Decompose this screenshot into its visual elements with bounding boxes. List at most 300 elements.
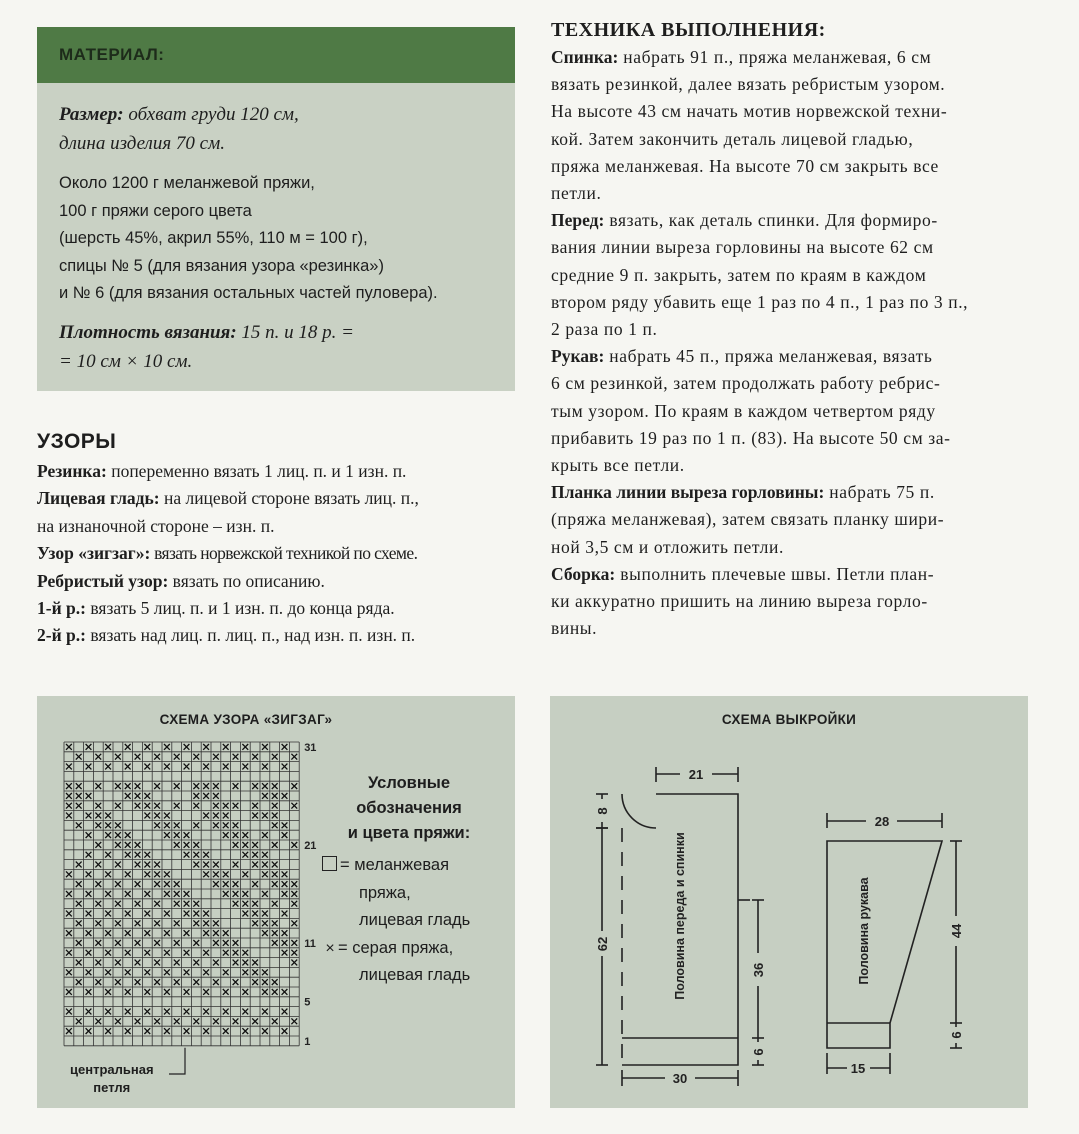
grey-stitch-cross bbox=[144, 969, 150, 975]
technique-line bbox=[551, 452, 1031, 479]
grey-stitch-cross bbox=[66, 764, 72, 770]
grey-stitch-cross bbox=[105, 1009, 111, 1015]
pattern-line bbox=[37, 458, 522, 485]
technique-line bbox=[551, 343, 1031, 370]
grey-stitch-cross bbox=[282, 950, 288, 956]
grey-stitch-cross bbox=[164, 989, 170, 995]
grey-stitch-cross bbox=[174, 1018, 180, 1024]
grey-stitch-cross bbox=[282, 1028, 288, 1034]
grey-stitch-cross bbox=[144, 950, 150, 956]
grey-stitch-cross bbox=[144, 793, 150, 799]
technique-line bbox=[551, 398, 1031, 425]
grey-stitch-cross bbox=[66, 783, 72, 789]
grey-stitch-cross bbox=[95, 822, 101, 828]
grey-stitch-cross bbox=[203, 950, 209, 956]
grey-stitch-cross bbox=[203, 911, 209, 917]
grey-stitch-cross bbox=[66, 871, 72, 877]
grey-stitch-cross bbox=[105, 911, 111, 917]
grey-stitch-cross bbox=[262, 930, 268, 936]
grey-stitch-cross bbox=[125, 911, 131, 917]
grey-stitch-cross bbox=[144, 744, 150, 750]
grey-stitch-cross bbox=[135, 960, 141, 966]
legend-grey bbox=[322, 935, 509, 963]
grey-stitch-cross bbox=[262, 920, 268, 926]
grey-stitch-cross bbox=[164, 744, 170, 750]
technique-text: тым узором. По краям в каждом четвертом ряду bbox=[551, 400, 936, 421]
grey-stitch-cross bbox=[233, 783, 239, 789]
grey-stitch-cross bbox=[164, 764, 170, 770]
grey-stitch-cross bbox=[262, 979, 268, 985]
grey-stitch-cross bbox=[282, 891, 288, 897]
technique-line bbox=[551, 506, 1031, 533]
dim-15: 15 bbox=[850, 1061, 866, 1076]
grey-stitch-cross bbox=[262, 744, 268, 750]
pattern-label: Лицевая гладь: bbox=[37, 488, 160, 509]
grey-stitch-cross bbox=[115, 862, 121, 868]
grey-stitch-cross bbox=[154, 1018, 160, 1024]
row-number-label: 1 bbox=[304, 1035, 311, 1048]
row-number-label: 21 bbox=[304, 839, 317, 852]
grey-stitch-cross bbox=[144, 871, 150, 877]
density-text-1: 15 п. и 18 р. = bbox=[236, 322, 354, 343]
technique-line bbox=[551, 588, 1031, 615]
grey-stitch-cross bbox=[105, 930, 111, 936]
grey-stitch-cross bbox=[272, 979, 278, 985]
grey-stitch-cross bbox=[233, 979, 239, 985]
grey-stitch-cross bbox=[233, 950, 239, 956]
grey-stitch-cross bbox=[203, 793, 209, 799]
size-text-2: длина изделия 70 см. bbox=[59, 133, 225, 154]
grey-stitch-cross bbox=[164, 813, 170, 819]
grey-stitch-cross bbox=[184, 1028, 190, 1034]
grey-stitch-cross bbox=[154, 783, 160, 789]
grey-stitch-cross bbox=[105, 871, 111, 877]
grey-stitch-cross bbox=[223, 930, 229, 936]
grey-stitch-cross bbox=[115, 940, 121, 946]
legend-text: пряжа, bbox=[359, 883, 411, 902]
grey-stitch-cross bbox=[125, 891, 131, 897]
row-number-label: 5 bbox=[304, 996, 311, 1009]
grey-stitch-cross bbox=[252, 852, 258, 858]
grey-stitch-cross bbox=[193, 979, 199, 985]
grey-stitch-cross bbox=[282, 1009, 288, 1015]
grey-stitch-cross bbox=[86, 1009, 92, 1015]
grey-stitch-cross bbox=[184, 1009, 190, 1015]
grey-stitch-cross bbox=[233, 881, 239, 887]
grey-stitch-cross bbox=[105, 989, 111, 995]
pattern-line bbox=[37, 568, 522, 595]
technique-line bbox=[551, 615, 1031, 642]
grey-stitch-cross bbox=[95, 783, 101, 789]
legend bbox=[309, 771, 509, 990]
grey-stitch-cross bbox=[272, 803, 278, 809]
grey-stitch-cross bbox=[86, 852, 92, 858]
grey-stitch-cross bbox=[144, 911, 150, 917]
technique-text: вязать, как деталь спинки. Для формиро- bbox=[604, 210, 938, 231]
technique-line bbox=[551, 534, 1031, 561]
grey-stitch-cross bbox=[203, 862, 209, 868]
technique-lines bbox=[551, 44, 1031, 642]
size-text-1: обхват груди 120 см, bbox=[123, 104, 299, 125]
grey-stitch-cross bbox=[193, 940, 199, 946]
technique-text: пряжа меланжевая. На высоте 70 см закрыть все bbox=[551, 155, 939, 176]
grey-stitch-cross bbox=[95, 960, 101, 966]
grey-stitch-cross bbox=[76, 881, 82, 887]
grey-stitch-cross bbox=[242, 871, 248, 877]
grey-stitch-cross bbox=[262, 813, 268, 819]
legend-title-line: и цвета пряжи: bbox=[347, 824, 471, 842]
grey-stitch-cross bbox=[76, 754, 82, 760]
grey-stitch-cross bbox=[213, 940, 219, 946]
grey-stitch-cross bbox=[213, 979, 219, 985]
grey-stitch-cross bbox=[154, 754, 160, 760]
grey-stitch-cross bbox=[213, 930, 219, 936]
grey-stitch-cross bbox=[154, 862, 160, 868]
grey-stitch-cross bbox=[105, 813, 111, 819]
pattern-line bbox=[37, 513, 522, 540]
grey-stitch-cross bbox=[282, 832, 288, 838]
grey-stitch-cross bbox=[242, 901, 248, 907]
grey-stitch-cross bbox=[252, 969, 258, 975]
grey-stitch-cross bbox=[213, 783, 219, 789]
pattern-line bbox=[37, 540, 522, 567]
grey-stitch-cross bbox=[193, 862, 199, 868]
grey-stitch-cross bbox=[66, 930, 72, 936]
grey-stitch-cross bbox=[125, 950, 131, 956]
grey-stitch-cross bbox=[213, 754, 219, 760]
grey-stitch-cross bbox=[115, 920, 121, 926]
grey-stitch-cross bbox=[252, 783, 258, 789]
grey-stitch-cross bbox=[76, 1018, 82, 1024]
grey-stitch-cross bbox=[272, 940, 278, 946]
grey-stitch-cross bbox=[242, 842, 248, 848]
sleeve-piece-label: Половина рукава bbox=[857, 877, 871, 985]
pattern-text: вязать 5 лиц. п. и 1 изн. п. до конца ряда. bbox=[85, 598, 395, 619]
grey-stitch-cross bbox=[291, 920, 297, 926]
grey-stitch-cross bbox=[76, 862, 82, 868]
grey-stitch-cross bbox=[223, 950, 229, 956]
grey-stitch-cross bbox=[135, 940, 141, 946]
grey-stitch-cross bbox=[174, 754, 180, 760]
grey-stitch-cross bbox=[135, 793, 141, 799]
grey-stitch-cross bbox=[144, 1028, 150, 1034]
pattern-text: попеременно вязать 1 лиц. п. и 1 изн. п. bbox=[106, 461, 407, 481]
grey-stitch-cross bbox=[252, 920, 258, 926]
grey-stitch-cross bbox=[95, 920, 101, 926]
grey-stitch-cross bbox=[76, 783, 82, 789]
grey-stitch-cross bbox=[86, 832, 92, 838]
technique-text: кой. Затем закончить деталь лицевой гладью, bbox=[551, 128, 914, 149]
grey-stitch-cross bbox=[105, 764, 111, 770]
grey-stitch-cross bbox=[291, 940, 297, 946]
pattern-label: Ребристый узор: bbox=[37, 570, 169, 591]
pattern-label: Узор «зигзаг»: bbox=[37, 543, 151, 564]
technique-line bbox=[551, 71, 1031, 98]
grey-stitch-cross bbox=[76, 901, 82, 907]
material-line: спицы № 5 (для вязания узора «резинка») bbox=[59, 256, 384, 275]
technique-text: набрать 75 п. bbox=[824, 482, 935, 503]
grey-stitch-cross bbox=[203, 852, 209, 858]
grey-stitch-cross bbox=[115, 754, 121, 760]
grey-stitch-cross bbox=[184, 842, 190, 848]
grey-stitch-cross bbox=[144, 764, 150, 770]
grey-stitch-cross bbox=[223, 822, 229, 828]
grey-stitch-cross bbox=[184, 911, 190, 917]
grey-stitch-cross bbox=[135, 842, 141, 848]
grey-stitch-cross bbox=[242, 969, 248, 975]
grey-stitch-cross bbox=[291, 901, 297, 907]
grey-stitch-cross bbox=[193, 960, 199, 966]
pattern-line bbox=[37, 595, 522, 622]
grey-stitch-cross bbox=[272, 1018, 278, 1024]
grey-stitch-cross bbox=[242, 911, 248, 917]
grey-stitch-cross bbox=[223, 989, 229, 995]
technique-line bbox=[551, 180, 1031, 207]
grey-stitch-cross bbox=[135, 852, 141, 858]
technique-text: вания линии выреза горловины на высоте 62 см bbox=[551, 237, 934, 258]
grey-stitch-cross bbox=[223, 813, 229, 819]
grey-stitch-cross bbox=[95, 754, 101, 760]
technique-text: 2 раза по 1 п. bbox=[551, 319, 658, 340]
grey-stitch-cross bbox=[272, 813, 278, 819]
grey-stitch-cross bbox=[262, 1009, 268, 1015]
grey-stitch-cross bbox=[125, 793, 131, 799]
grey-stitch-cross bbox=[105, 744, 111, 750]
grey-stitch-cross bbox=[174, 979, 180, 985]
grey-stitch-cross bbox=[115, 803, 121, 809]
grey-stitch-cross bbox=[193, 793, 199, 799]
grey-stitch-cross bbox=[174, 822, 180, 828]
grey-stitch-cross bbox=[115, 822, 121, 828]
grey-stitch-cross bbox=[291, 1018, 297, 1024]
grey-stitch-cross bbox=[135, 783, 141, 789]
grey-stitch-cross bbox=[86, 891, 92, 897]
grey-stitch-cross bbox=[272, 930, 278, 936]
grey-stitch-cross bbox=[242, 989, 248, 995]
grey-stitch-cross bbox=[95, 881, 101, 887]
grey-stitch-cross bbox=[233, 754, 239, 760]
technique-label: Перед: bbox=[551, 210, 605, 231]
grey-stitch-cross bbox=[223, 764, 229, 770]
grey-stitch-cross bbox=[164, 871, 170, 877]
grey-stitch-cross bbox=[242, 1009, 248, 1015]
grey-stitch-cross bbox=[135, 803, 141, 809]
grey-stitch-cross bbox=[66, 989, 72, 995]
technique-label: Спинка: bbox=[551, 47, 619, 67]
grey-stitch-cross bbox=[154, 920, 160, 926]
grey-stitch-cross bbox=[125, 871, 131, 877]
grey-stitch-cross bbox=[76, 940, 82, 946]
technique-text: втором ряду убавить еще 1 раз по 4 п., 1 раз по 3 п., bbox=[551, 291, 969, 312]
grey-stitch-cross bbox=[115, 783, 121, 789]
material-line: Около 1200 г меланжевой пряжи, bbox=[59, 174, 315, 192]
empty-square-icon bbox=[322, 856, 337, 871]
zigzag-chart-title: СХЕМА УЗОРА «ЗИГЗАГ» bbox=[159, 712, 333, 727]
grey-stitch-cross bbox=[282, 822, 288, 828]
grey-stitch-cross bbox=[66, 1028, 72, 1034]
technique-line bbox=[551, 316, 1031, 343]
central-label-line: центральная bbox=[70, 1062, 154, 1077]
legend-text: лицевая гладь bbox=[359, 911, 471, 929]
grey-stitch-cross bbox=[154, 979, 160, 985]
grey-stitch-cross bbox=[105, 950, 111, 956]
grey-stitch-cross bbox=[164, 1009, 170, 1015]
grey-stitch-cross bbox=[272, 822, 278, 828]
cut-pattern-panel bbox=[550, 696, 1028, 1108]
grey-stitch-cross bbox=[105, 852, 111, 858]
legend-text: лицевая гладь bbox=[359, 966, 471, 984]
grey-stitch-cross bbox=[242, 832, 248, 838]
technique-text: ной 3,5 см и отложить петли. bbox=[551, 536, 784, 557]
grey-stitch-cross bbox=[213, 813, 219, 819]
grey-stitch-cross bbox=[252, 901, 258, 907]
grey-stitch-cross bbox=[203, 813, 209, 819]
grey-stitch-cross bbox=[262, 832, 268, 838]
grey-stitch-cross bbox=[233, 960, 239, 966]
grey-stitch-cross bbox=[233, 862, 239, 868]
cut-pattern-diagram bbox=[550, 696, 1028, 1108]
grey-stitch-cross bbox=[95, 979, 101, 985]
grey-stitch-cross bbox=[174, 832, 180, 838]
grey-stitch-cross bbox=[184, 891, 190, 897]
grey-stitch-cross bbox=[203, 871, 209, 877]
grey-stitch-cross bbox=[174, 940, 180, 946]
grey-stitch-cross bbox=[95, 901, 101, 907]
grey-stitch-cross bbox=[282, 871, 288, 877]
grey-stitch-cross bbox=[135, 862, 141, 868]
grey-stitch-cross bbox=[242, 764, 248, 770]
technique-line bbox=[551, 126, 1031, 153]
grey-stitch-cross bbox=[144, 1009, 150, 1015]
legend-text: = серая пряжа, bbox=[338, 938, 454, 957]
technique-label: Рукав: bbox=[551, 346, 605, 367]
technique-text: набрать 91 п., пряжа меланжевая, 6 см bbox=[618, 47, 932, 67]
dim-6-body: 6 bbox=[751, 1048, 766, 1056]
grey-stitch-cross bbox=[282, 911, 288, 917]
grey-stitch-cross bbox=[203, 744, 209, 750]
material-density bbox=[59, 318, 354, 376]
grey-stitch-cross bbox=[66, 803, 72, 809]
grey-stitch-cross bbox=[115, 881, 121, 887]
technique-text: 6 см резинкой, затем продолжать работу ребрис- bbox=[551, 373, 941, 394]
grey-stitch-cross bbox=[282, 793, 288, 799]
grey-stitch-cross bbox=[223, 871, 229, 877]
grey-stitch-cross bbox=[154, 803, 160, 809]
grey-stitch-cross bbox=[164, 930, 170, 936]
pattern-line bbox=[37, 485, 522, 512]
grey-stitch-cross bbox=[86, 969, 92, 975]
grey-stitch-cross bbox=[76, 803, 82, 809]
grey-stitch-cross bbox=[66, 950, 72, 956]
grey-stitch-cross bbox=[184, 901, 190, 907]
grey-stitch-cross bbox=[252, 979, 258, 985]
pattern-text: вязать норвежской техникой по схеме. bbox=[150, 543, 418, 564]
grey-stitch-cross bbox=[95, 862, 101, 868]
grey-stitch-cross bbox=[193, 783, 199, 789]
material-box bbox=[37, 27, 515, 391]
grey-stitch-cross bbox=[193, 852, 199, 858]
grey-stitch-cross bbox=[164, 832, 170, 838]
grey-stitch-cross bbox=[203, 969, 209, 975]
grey-stitch-cross bbox=[272, 881, 278, 887]
grey-stitch-cross bbox=[76, 822, 82, 828]
grey-stitch-cross bbox=[154, 960, 160, 966]
grey-stitch-cross bbox=[262, 891, 268, 897]
grey-stitch-cross bbox=[174, 803, 180, 809]
grey-stitch-cross bbox=[203, 1028, 209, 1034]
grey-stitch-cross bbox=[76, 793, 82, 799]
pattern-text: на изнаночной стороне – изн. п. bbox=[37, 515, 275, 536]
grey-stitch-cross bbox=[144, 862, 150, 868]
grey-stitch-cross bbox=[193, 803, 199, 809]
technique-section bbox=[551, 19, 1031, 642]
grey-stitch-cross bbox=[213, 1018, 219, 1024]
grey-stitch-cross bbox=[115, 901, 121, 907]
grey-stitch-cross bbox=[223, 744, 229, 750]
grey-stitch-cross bbox=[223, 832, 229, 838]
grey-stitch-cross bbox=[282, 881, 288, 887]
grey-stitch-cross bbox=[262, 783, 268, 789]
grey-stitch-cross bbox=[135, 979, 141, 985]
grey-stitch-cross bbox=[203, 989, 209, 995]
grey-stitch-cross bbox=[193, 1018, 199, 1024]
dim-28: 28 bbox=[874, 814, 890, 829]
grey-stitch-cross bbox=[144, 930, 150, 936]
technique-line bbox=[551, 289, 1031, 316]
technique-text: На высоте 43 см начать мотив норвежской техни- bbox=[551, 101, 948, 122]
patterns-section bbox=[37, 430, 522, 650]
grey-stitch-cross bbox=[203, 764, 209, 770]
grey-stitch-cross bbox=[115, 1018, 121, 1024]
grey-stitch-cross bbox=[252, 803, 258, 809]
grey-stitch-cross bbox=[125, 989, 131, 995]
grey-stitch-cross bbox=[154, 871, 160, 877]
grey-stitch-cross bbox=[86, 813, 92, 819]
legend-title-line: Условные bbox=[367, 774, 451, 792]
grey-stitch-cross bbox=[223, 881, 229, 887]
grey-stitch-cross bbox=[262, 764, 268, 770]
technique-text: вязать резинкой, далее вязать ребристым узором. bbox=[551, 74, 946, 95]
technique-text: средние 9 п. закрыть, затем по краям в каждом bbox=[551, 264, 927, 285]
grey-stitch-cross bbox=[233, 832, 239, 838]
grey-stitch-cross bbox=[135, 881, 141, 887]
pattern-label: Резинка: bbox=[37, 461, 107, 481]
grey-stitch-cross bbox=[66, 911, 72, 917]
grey-stitch-cross bbox=[252, 960, 258, 966]
zigzag-chart-panel bbox=[37, 696, 515, 1108]
grey-stitch-cross bbox=[252, 1018, 258, 1024]
grey-stitch-cross bbox=[125, 764, 131, 770]
technique-line bbox=[551, 207, 1031, 234]
legend-text: = меланжевая bbox=[340, 856, 450, 874]
technique-text: крыть все петли. bbox=[551, 455, 685, 476]
grey-stitch-cross bbox=[193, 822, 199, 828]
grey-stitch-cross bbox=[125, 744, 131, 750]
grey-stitch-cross bbox=[164, 1028, 170, 1034]
material-line: и № 6 (для вязания остальных частей пуловера). bbox=[59, 284, 438, 302]
legend-melange bbox=[322, 852, 509, 880]
technique-line bbox=[551, 153, 1031, 180]
legend-title bbox=[309, 771, 509, 846]
grey-stitch-cross bbox=[282, 930, 288, 936]
grey-stitch-cross bbox=[184, 764, 190, 770]
sleeve-outline bbox=[827, 841, 942, 1048]
technique-line bbox=[551, 44, 1031, 71]
grey-stitch-cross bbox=[105, 969, 111, 975]
grey-stitch-cross bbox=[252, 842, 258, 848]
grey-stitch-cross bbox=[213, 960, 219, 966]
grey-stitch-cross bbox=[242, 744, 248, 750]
